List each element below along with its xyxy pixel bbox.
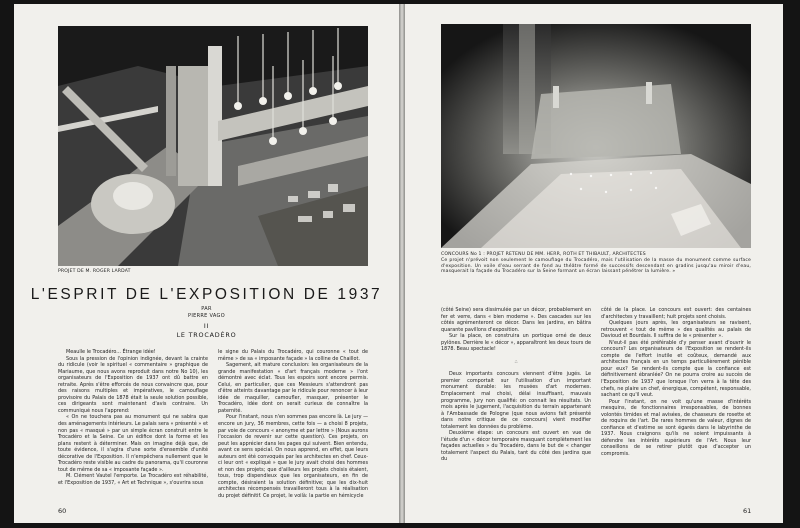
paragraph: Sur la place, on construira un portique orné de deux pylônes. Derrière le « décor », apparaîtront les deux tours de 1878. Beau spectacle! <box>441 333 591 353</box>
left-column-2 <box>218 349 368 500</box>
paragraph: Pour l'instant, nous n'en sommes pas encore là. Le jury — encore un jury, 36 membres, cette fois — a choisi 8 projets, par voie de concours « anonyme et par lettre » (Nous aurons l'occasion de revenir sur cette question). Ces projets, on peut les apprécier dans les pages qui suivent. Bien entendu, avant ce sens spécial. On nous apprend, en effet, que leurs auteurs ont été convoqués par les architectes en chef. Ceux-ci leur ont « expliqué » que le jury avait choisi des hommes et non des projets; que d'ailleurs les projets choisis étaient, tous, trop dispendieux que les organisateurs, en fin de compte, désiraient la solution définitive; que les dix-huit architectes récompensés travailleront tous à la réalisation du projet définitif. Ce projet, le voilà: la partie en hémicycle <box>218 414 368 500</box>
byline-par: PAR <box>201 306 212 312</box>
right-column-1 <box>441 307 591 463</box>
page-number-right: 61 <box>743 507 752 515</box>
paragraph: Deux importants concours viennent d'être jugés. Le premier comportait sur l'utilisation d'un important monument durable: les musées d'art modernes. Emplacement mal choisi, délai insuffisant, mauvais programme, jury non qualifié: on connait les résultats. Un mois après le jugement, l'acquisition du terrain appartenant à l'Ambassade de Pologne (que nous avions fait présenté dans notre critique de ce concours) vient modifier totalement les données du problème. <box>441 371 591 430</box>
paragraph: Pour l'instant, on ne voit qu'une masse d'intérêts mesquins, de fonctionnaires irresponsables, de bonnes volontés timides et mal avisées, de chasseurs de rosette et de roquins de l'art. De rares hommes de valeur, dignes de confiance et d'estime se sont égarés dans le labyrinthe de 1937. Nous craignons qu'ils ne soient impuissants à défendre les intérêts supérieurs de l'Art. Nous leur conseillons de se retirer plutôt que d'accepter un compromis. <box>601 398 751 458</box>
aerial-rendering-photo <box>58 26 368 266</box>
paragraph: N'eut-il pas été préférable d'y penser avant d'ouvrir le concours? Les organisateurs de l'Exposition se rendent-ils compte de l'effort inutile et coûteux, demandé aux architectes français en un temps particulièrement pénible pour eux? Se rendent-ils compte que la confiance est définitivement ébranlée? On ne pourra croire au succès de l'Exposition de 1937 que lorsque l'on verra à la tête des chefs, ne plaire un chef, énergique, compétent, responsable, sachant ce qu'il veut. <box>601 339 751 399</box>
paragraph: Quelques jours après, les organisateurs se ravisent, retrouvent « tout de même » des qualités au palais de Davioud et Bourdais. Il suffira de le « présenter ». <box>601 320 751 340</box>
night-illumination-photo <box>441 24 751 248</box>
exposition-model-image <box>58 26 368 266</box>
left-page <box>14 4 399 523</box>
paragraph: (côté Seine) sera dissimulée par un décor, probablement en fer et verre, dans « bien moderne ». Des cascades sur les côtés agrémenteront ce décor. Dans les jardins, en bâtira quarante pavillons d'exposition. <box>441 307 591 333</box>
author-name: PIERRE VAGO <box>188 313 225 319</box>
article-title: L'ESPRIT DE L'EXPOSITION DE 1937 <box>30 286 383 303</box>
section-number: II <box>203 322 210 330</box>
paragraph: côté de la place. Le concours est ouvert: des centaines d'architectes y travaillent; huit projets sont choisis. <box>601 307 751 320</box>
paragraph: Meaulle le Trocadéro... Étrange idée! <box>66 349 156 355</box>
separator: ∴ <box>514 358 518 365</box>
photo-caption-heading: CONCOURS No 1 : PROJET RETENU DE MM. HERR, ROTH ET THIBAULT, ARCHITECTES <box>441 252 646 257</box>
left-column-1 <box>58 349 208 486</box>
trocadero-night-image <box>441 24 751 248</box>
photo-caption-body: Ce projet n'prévoit non seulement le camouflage du Trocadéro, mais l'utilisation de la masse du monument comme surface d'exposition. Un voile d'eau serrant de fond au théâtre formé de successifs descendant en gradins jusqu'au miroir d'eau, masquerait la façade du Trocadéro sur la Seine formant un écran laissant pénétrer la lumière. » <box>441 258 751 275</box>
photo-caption: PROJET DE M. ROGER LARDAT <box>58 269 131 274</box>
right-page <box>405 4 783 523</box>
paragraph: Deuxième étape: un concours est ouvert en vue de l'étude d'un « décor temporaire masquant complètement les façades actuelles » du Trocadéro, dans le but de « changer totalement l'aspect du Palais, tant du côté des jardins que du <box>441 430 591 463</box>
section-title: LE TROCADÉRO <box>176 331 237 339</box>
paragraph: M. Clément Vautel l'emporte. Le Trocadéro est réhabilité, et l'Exposition de 1937, « Art et Technique », s'ouvrira sous <box>58 473 208 486</box>
paragraph: Sagement, ait mature conclusion: les organisateurs de la grande manifestation « d'art français moderne » l'ont démontré avec éclat. Tous les espoirs sont encore permis. Celui, en particulier, que ces Messieurs s'attendront pas d'être atteints davantage par le ridicule pour renoncer à leur idée de maquiller, camoufler, masquer, présenter le Trocadéro, idée dont on serait curieux de connaître la paternité. <box>218 362 368 414</box>
paragraph: Sous la pression de l'opinion indignée, devant la crainte du ridicule (voir le spirituel « commentaire » graphique de Mariaume, que nous avons reproduit dans notre No 10), les organisateurs de l'Exposition de 1937 ont dû battre en retraite. Après s'être efforcés de nous convaincre que, pour des raisons multiples et impératives, le camouflage provisoire du Palais de 1878 était la seule solution possible, ces dirigeants sont maintenant d'avis contraire. Un communiqué nous l'apprend: <box>58 355 208 414</box>
right-column-2 <box>601 307 751 458</box>
page-number-left: 60 <box>58 507 67 515</box>
paragraph: le signe du Palais du Trocadéro, qui couronne « tout de même » de sa « imposante façade » la colline de Chaillot. <box>218 349 368 362</box>
paragraph: « On ne touchera pas au monument qui ne sabira que des aménagements intérieurs. Le palais sera « présenté » et non pas « masqué » par un simple écran construit entre le Trocadéro et la Seine. Ce un édifice dont la forme et les plans restent à déterminer. Mais on imagine déjà que, de toute évidence, il s'agira d'une sorte d'ensemble d'unité décorative de l'Exposition. Il n'empêchera nullement que le Trocadéro reste visible au cadre du panorama, qu'il couronne tout de même de sa « imposante façade ». <box>58 414 208 473</box>
